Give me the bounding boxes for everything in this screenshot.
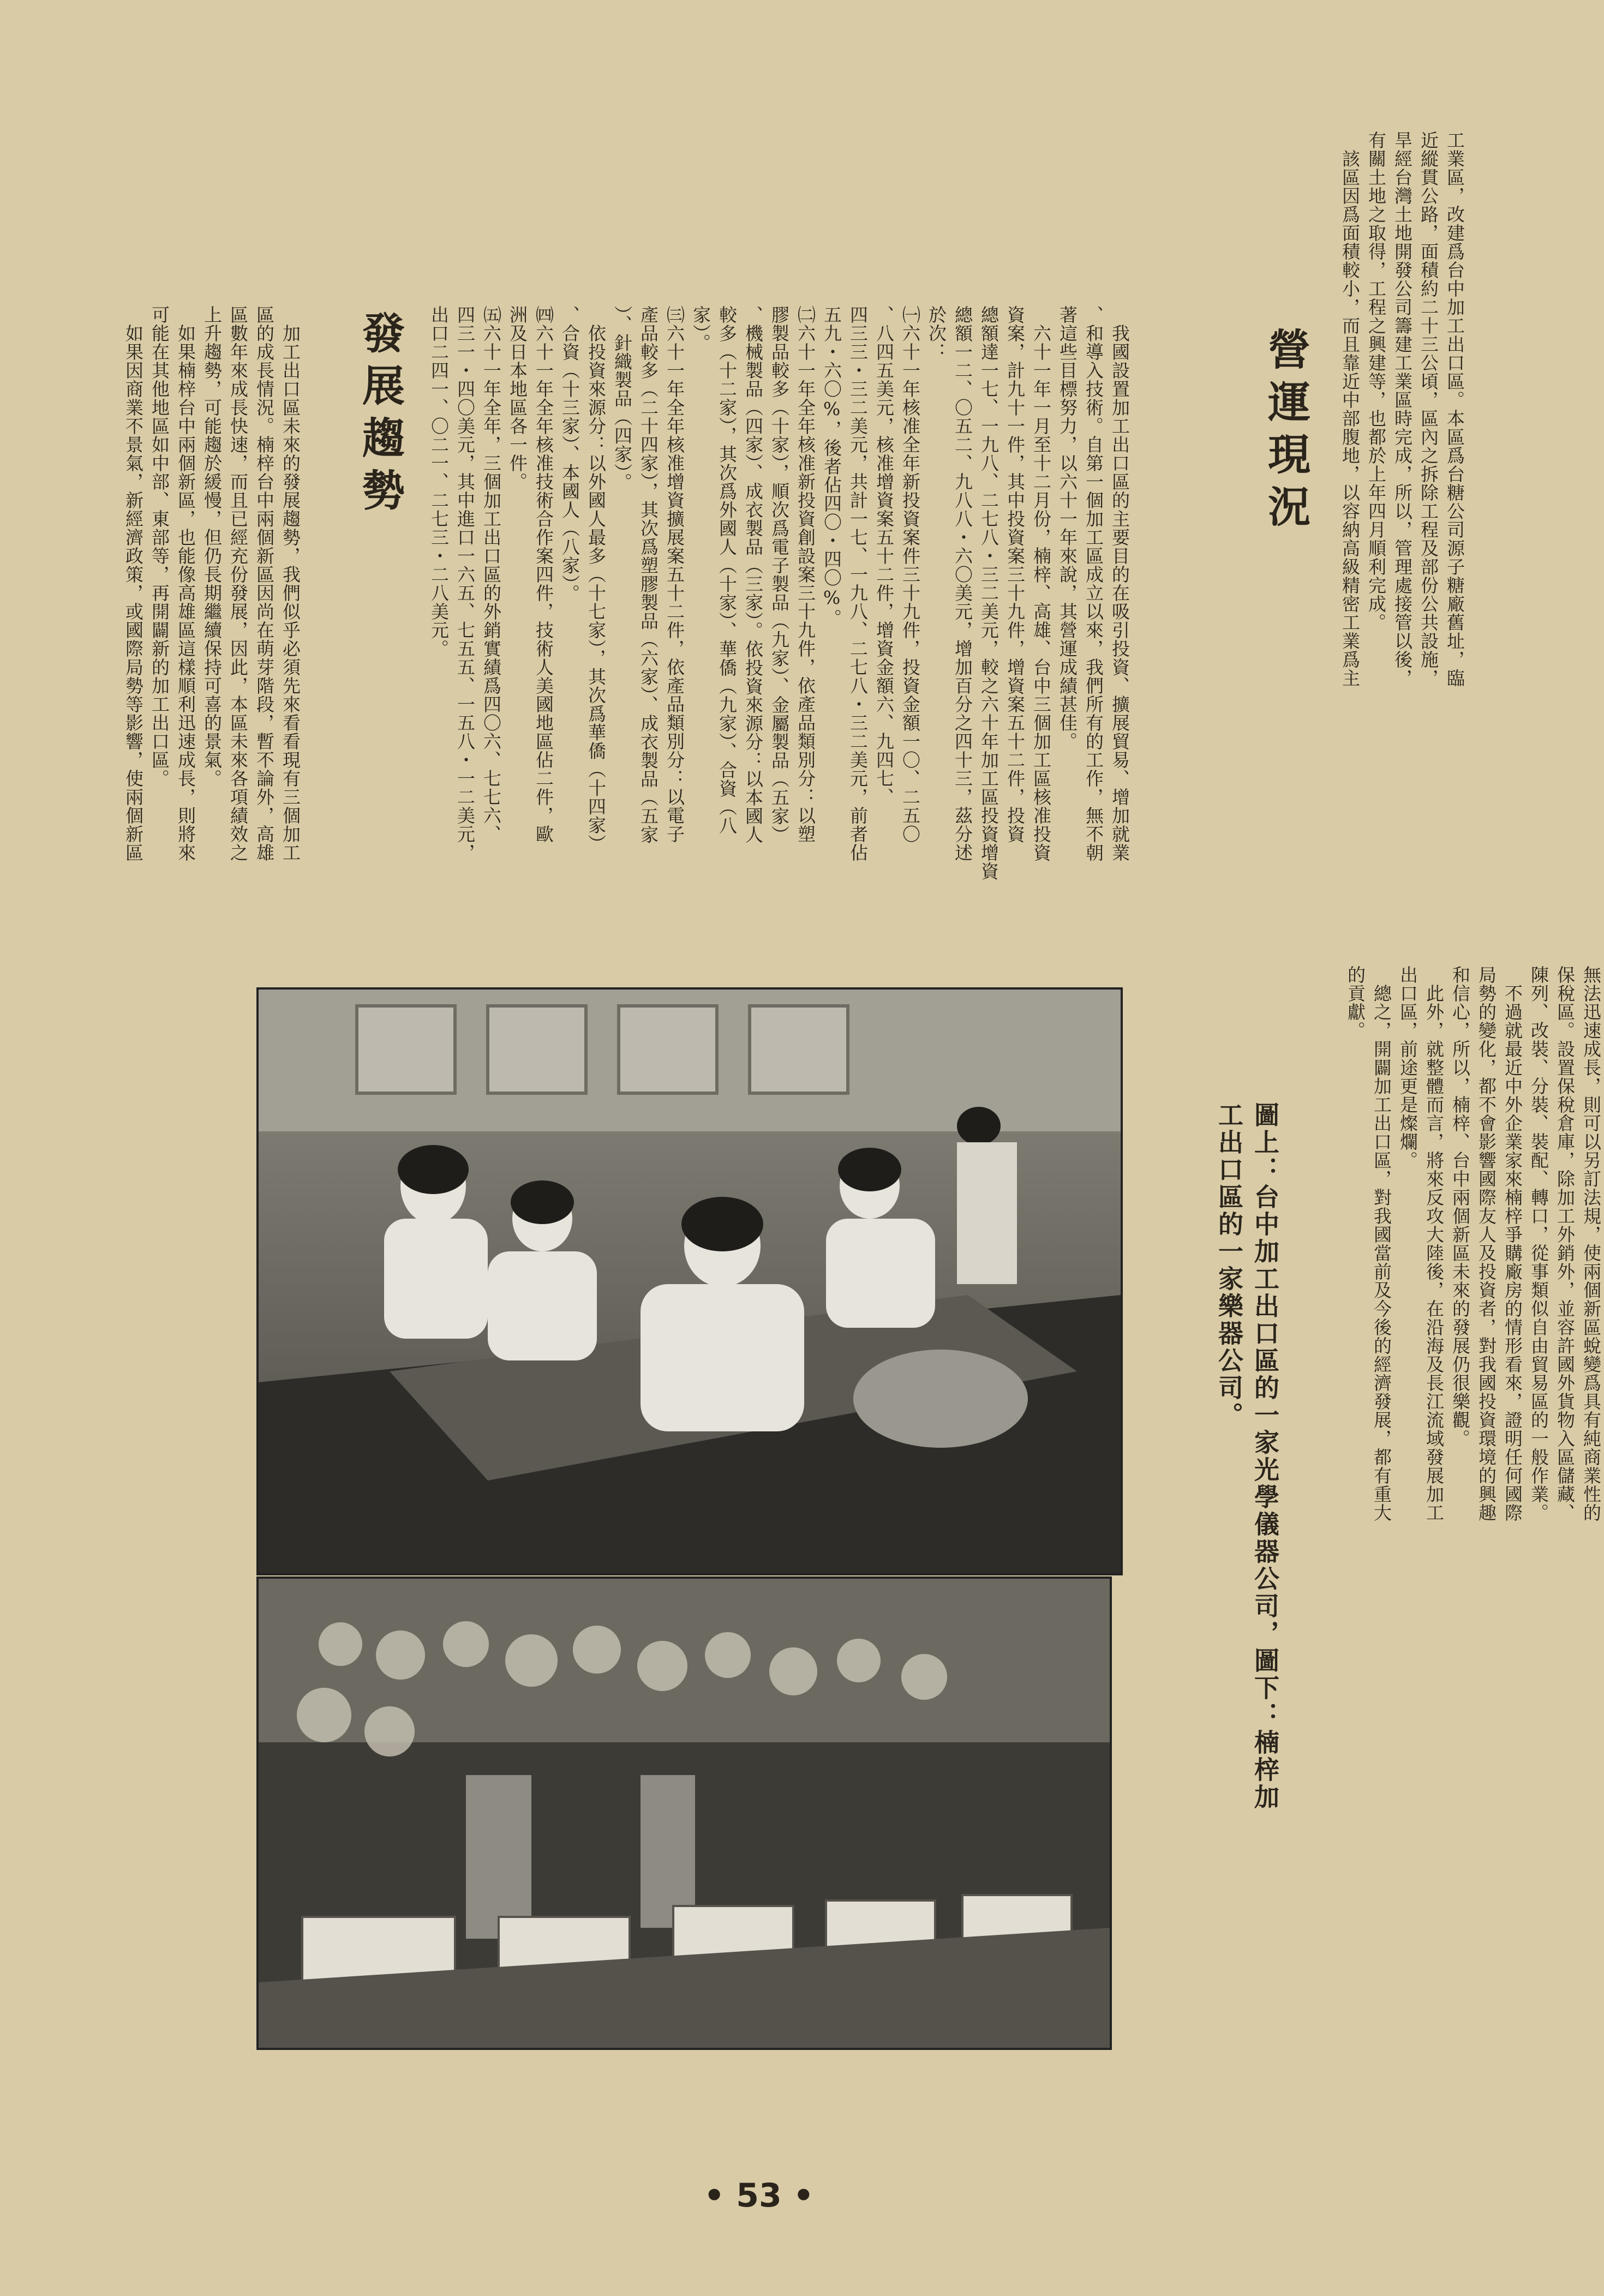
text-line: 保稅區。設置保稅倉庫，除加工外銷外，並容許國外貨物入區儲藏、 — [1554, 966, 1576, 1522]
page-number: • 53 • — [704, 2177, 814, 2215]
text-line: 如果因商業不景氣，新經濟政策，或國際局勢等影響，使兩個新區 — [123, 305, 144, 862]
text-line: 區數年來成長快速，而且已經充份發展，因此，本區未來各項績效之 — [228, 305, 249, 862]
text-line: 區的成長情況。楠梓台中兩個新區因尚在萌芽階段，暫不論外，高雄 — [254, 305, 275, 862]
text-line: 不過就最近中外企業家來楠梓爭購廠房的情形看來，證明任何國際 — [1502, 966, 1523, 1522]
text-line: 總額達一七、一九八、二七八・三二美元，較之六十年加工區投資增資 — [978, 305, 999, 880]
text-line: 四三三・三二美元，共計一七、一九八、二七八・三二美元，前者佔 — [847, 305, 869, 862]
text-line: 、和導入技術。自第一個加工區成立以來，我們所有的工作，無不朝 — [1083, 305, 1104, 862]
text-line: ㈣六十一年全年核准技術合作案四件，技術人美國地區佔二件，歐 — [533, 305, 554, 843]
text-line: 總額一二、〇五二、九八八・六〇美元，增加百分之四十三，茲分述 — [952, 305, 973, 862]
text-line: 陳列、改裝、分裝、裝配、轉口，從事類似自由貿易區的一般作業。 — [1528, 966, 1549, 1522]
text-line: 無法迅速成長，則可以另訂法規，使兩個新區蛻變爲具有純商業性的 — [1581, 966, 1602, 1522]
text-line: 局勢的變化，都不會影響國際友人及投資者，對我國投資環境的興趣 — [1476, 966, 1497, 1522]
text-line: 洲及日本地區各一件。 — [507, 305, 528, 491]
text-line: 產品較多（二十四家），其次爲塑膠製品（六家）、成衣製品（五家 — [638, 305, 659, 844]
upper-right-text — [1337, 131, 1468, 906]
text-line: 較多（十二家），其次爲外國人（十家）、華僑（九家）、合資（八 — [716, 305, 738, 835]
text-line: 資案，計九十一件，其中投資案三十九件，增資案五十二件，投資 — [1004, 305, 1026, 843]
text-line: 、合資（十三家）、本國人（八家）。 — [559, 305, 580, 603]
text-line: 總之，開闢加工出口區，對我國當前及今後的經濟發展，都有重大 — [1371, 966, 1392, 1522]
heading-operations: 營運現況 — [1261, 327, 1310, 537]
text-line: 上升趨勢，可能趨於緩慢，但仍長期繼續保持可喜的景氣。 — [201, 305, 223, 788]
text-line: 膠製品較多（十家），順次爲電子製品（九家）、金屬製品（五家） — [769, 305, 790, 844]
text-line: 四三一・四〇美元，其中進口一六五、七五五、一五八・一二美元， — [454, 305, 476, 862]
text-line: 、機械製品（四家）、成衣製品（三家）。依投資來源分：以本國人 — [743, 305, 764, 844]
text-line: 加工出口區未來的發展趨勢，我們似乎必須先來看看現有三個加工 — [280, 305, 301, 862]
text-line: ㈠六十一年核准全年新投資案件三十九件，投資金額一〇、二五〇 — [900, 305, 921, 843]
heading-trends: 發展趨勢 — [355, 311, 405, 520]
text-line: 家）。 — [690, 305, 711, 352]
text-line: 該區因爲面積較小，而且靠近中部腹地，以容納高級精密工業爲主 — [1339, 131, 1361, 687]
lower-right-text — [1342, 966, 1604, 1762]
text-line: 五九・六〇%，後者佔四〇・四〇%。 — [821, 305, 842, 627]
text-line: 出口二四一、〇二一、二七三・二八美元。 — [428, 305, 450, 658]
text-line: 、八四五美元，核准增資案五十二件，增資金額六、九四七、 — [873, 305, 895, 806]
optical-factory-photo — [256, 987, 1123, 1575]
text-line: 此外，就整體而言，將來反攻大陸後，在沿海及長江流域發展加工 — [1423, 966, 1445, 1522]
optical-factory-scene — [259, 990, 1121, 1573]
text-line: 依投資來源分：以外國人最多（十七家），其次爲華僑（十四家） — [585, 305, 607, 853]
text-line: 旱經台灣土地開發公司籌建工業區時完成，所以，管理處接管以後， — [1392, 131, 1413, 687]
text-line: 我國設置加工出口區的主要目的在吸引投資、擴展貿易、增加就業 — [1109, 305, 1130, 862]
text-line: 工業區，改建爲台中加工出口區。本區爲台糖公司源子糖廠舊址，臨 — [1444, 131, 1465, 687]
text-line: 有關土地之取得，工程之興建等，也都於上年四月順利完成。 — [1366, 131, 1387, 632]
text-line: 於次： — [926, 305, 947, 361]
trends-text — [120, 305, 303, 895]
operations-text — [426, 305, 1133, 895]
text-line: 六十一年一月至十二月份，楠梓、高雄、台中三個加工區核准投資 — [1031, 305, 1052, 862]
text-line: 出口區，前途更是燦爛。 — [1397, 966, 1419, 1170]
text-line: ㈤六十一年全年，三個加工出口區的外銷實績爲四〇六、七七六、 — [481, 305, 502, 843]
text-line: 的貢獻。 — [1345, 966, 1366, 1040]
text-line: ㈢六十一年全年核准增資擴展案五十二件，依產品類別分：以電子 — [664, 305, 685, 843]
text-line: ）、針織製品（四家）。 — [612, 305, 633, 491]
text-line: ㈡六十一年全年核准新投資創設案三十九件，依產品類別分：以塑 — [795, 305, 816, 843]
text-line: 近縱貫公路，面積約二十三公頃，區內之拆除工程及部份公共設施， — [1418, 131, 1439, 687]
text-line: 可能在其他地區如中部、東部等，再開闢新的加工出口區。 — [149, 305, 170, 788]
instrument-factory-photo — [256, 1576, 1112, 2050]
instrument-factory-scene — [259, 1579, 1110, 2048]
text-line: 著這些目標努力，以六十一年來說，其營運成績甚佳。 — [1057, 305, 1078, 751]
text-line: 和信心，所以，楠梓、台中兩個新區未來的發展仍很樂觀。 — [1450, 966, 1471, 1448]
text-line: 如果楠梓台中兩個新區，也能像高雄區這樣順利迅速成長，則將來 — [175, 305, 196, 862]
photo-caption: 圖上：台中加工出口區的一家光學儀器公司，圖下：楠梓加工出口區的一家樂器公司。 — [1214, 1102, 1280, 1811]
